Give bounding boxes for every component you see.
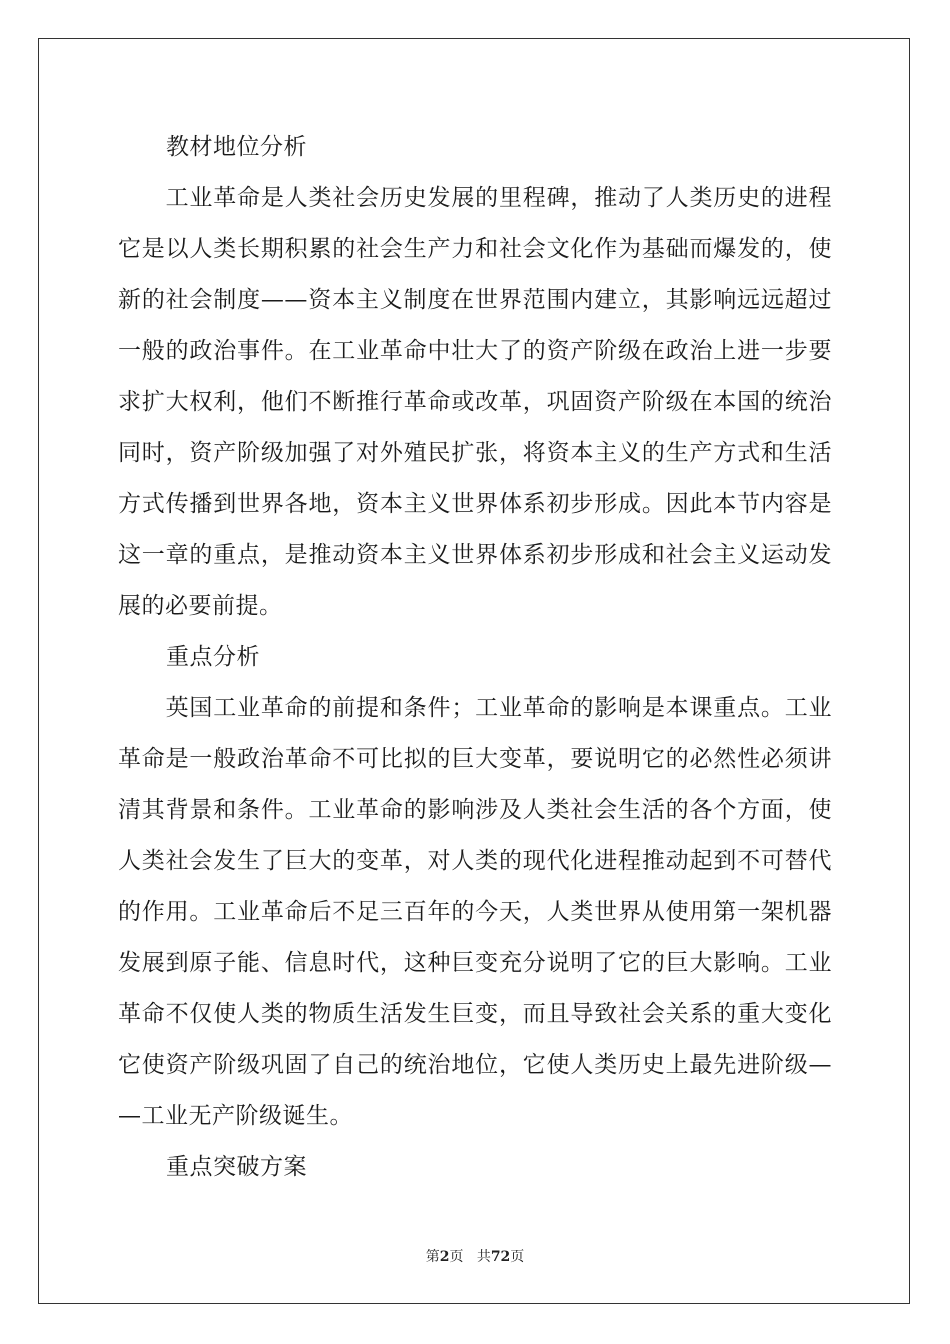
paragraph-line: 求扩大权利，他们不断推行革命或改革，巩固资产阶级在本国的统治 (118, 389, 832, 415)
page-number: 2 (439, 1249, 450, 1265)
section-heading: 教材地位分析 (166, 134, 307, 160)
paragraph-line: 革命不仅使人类的物质生活发生巨变，而且导致社会关系的重大变化 (118, 1001, 832, 1027)
page-suffix: 页 (449, 1249, 464, 1265)
paragraph-line: 革命是一般政治革命不可比拟的巨大变革，要说明它的必然性必须讲 (118, 746, 832, 772)
paragraph-line: 的作用。工业革命后不足三百年的今天，人类世界从使用第一架机器 (118, 899, 832, 925)
section-heading: 重点分析 (166, 644, 260, 670)
total-suffix: 页 (510, 1249, 525, 1265)
page-footer (0, 1246, 950, 1266)
total-pages: 72 (490, 1249, 511, 1265)
paragraph-line: 展的必要前提。 (118, 593, 283, 619)
paragraph-line: 一般的政治事件。在工业革命中壮大了的资产阶级在政治上进一步要 (118, 338, 832, 364)
document-body (118, 122, 832, 1193)
paragraph-line: 这一章的重点，是推动资本主义世界体系初步形成和社会主义运动发 (118, 542, 832, 568)
paragraph-line: 同时，资产阶级加强了对外殖民扩张，将资本主义的生产方式和生活 (118, 440, 832, 466)
total-prefix: 共 (476, 1249, 491, 1265)
paragraph-line: 发展到原子能、信息时代，这种巨变充分说明了它的巨大影响。工业 (118, 950, 832, 976)
paragraph-line: 清其背景和条件。工业革命的影响涉及人类社会生活的各个方面，使 (118, 797, 832, 823)
paragraph-line: 它使资产阶级巩固了自己的统治地位，它使人类历史上最先进阶级— (118, 1052, 832, 1078)
paragraph-line: 英国工业革命的前提和条件；工业革命的影响是本课重点。工业 (118, 695, 832, 721)
section-heading: 重点突破方案 (166, 1154, 307, 1180)
page-prefix: 第 (425, 1249, 440, 1265)
paragraph-line: 方式传播到世界各地，资本主义世界体系初步形成。因此本节内容是 (118, 491, 832, 517)
paragraph-line: 新的社会制度——资本主义制度在世界范围内建立，其影响远远超过 (118, 287, 832, 313)
paragraph-line: 人类社会发生了巨大的变革，对人类的现代化进程推动起到不可替代 (118, 848, 832, 874)
paragraph-line: —工业无产阶级诞生。 (118, 1103, 353, 1129)
paragraph-line: 工业革命是人类社会历史发展的里程碑，推动了人类历史的进程 (118, 185, 832, 211)
paragraph-line: 它是以人类长期积累的社会生产力和社会文化作为基础而爆发的，使 (118, 236, 832, 262)
